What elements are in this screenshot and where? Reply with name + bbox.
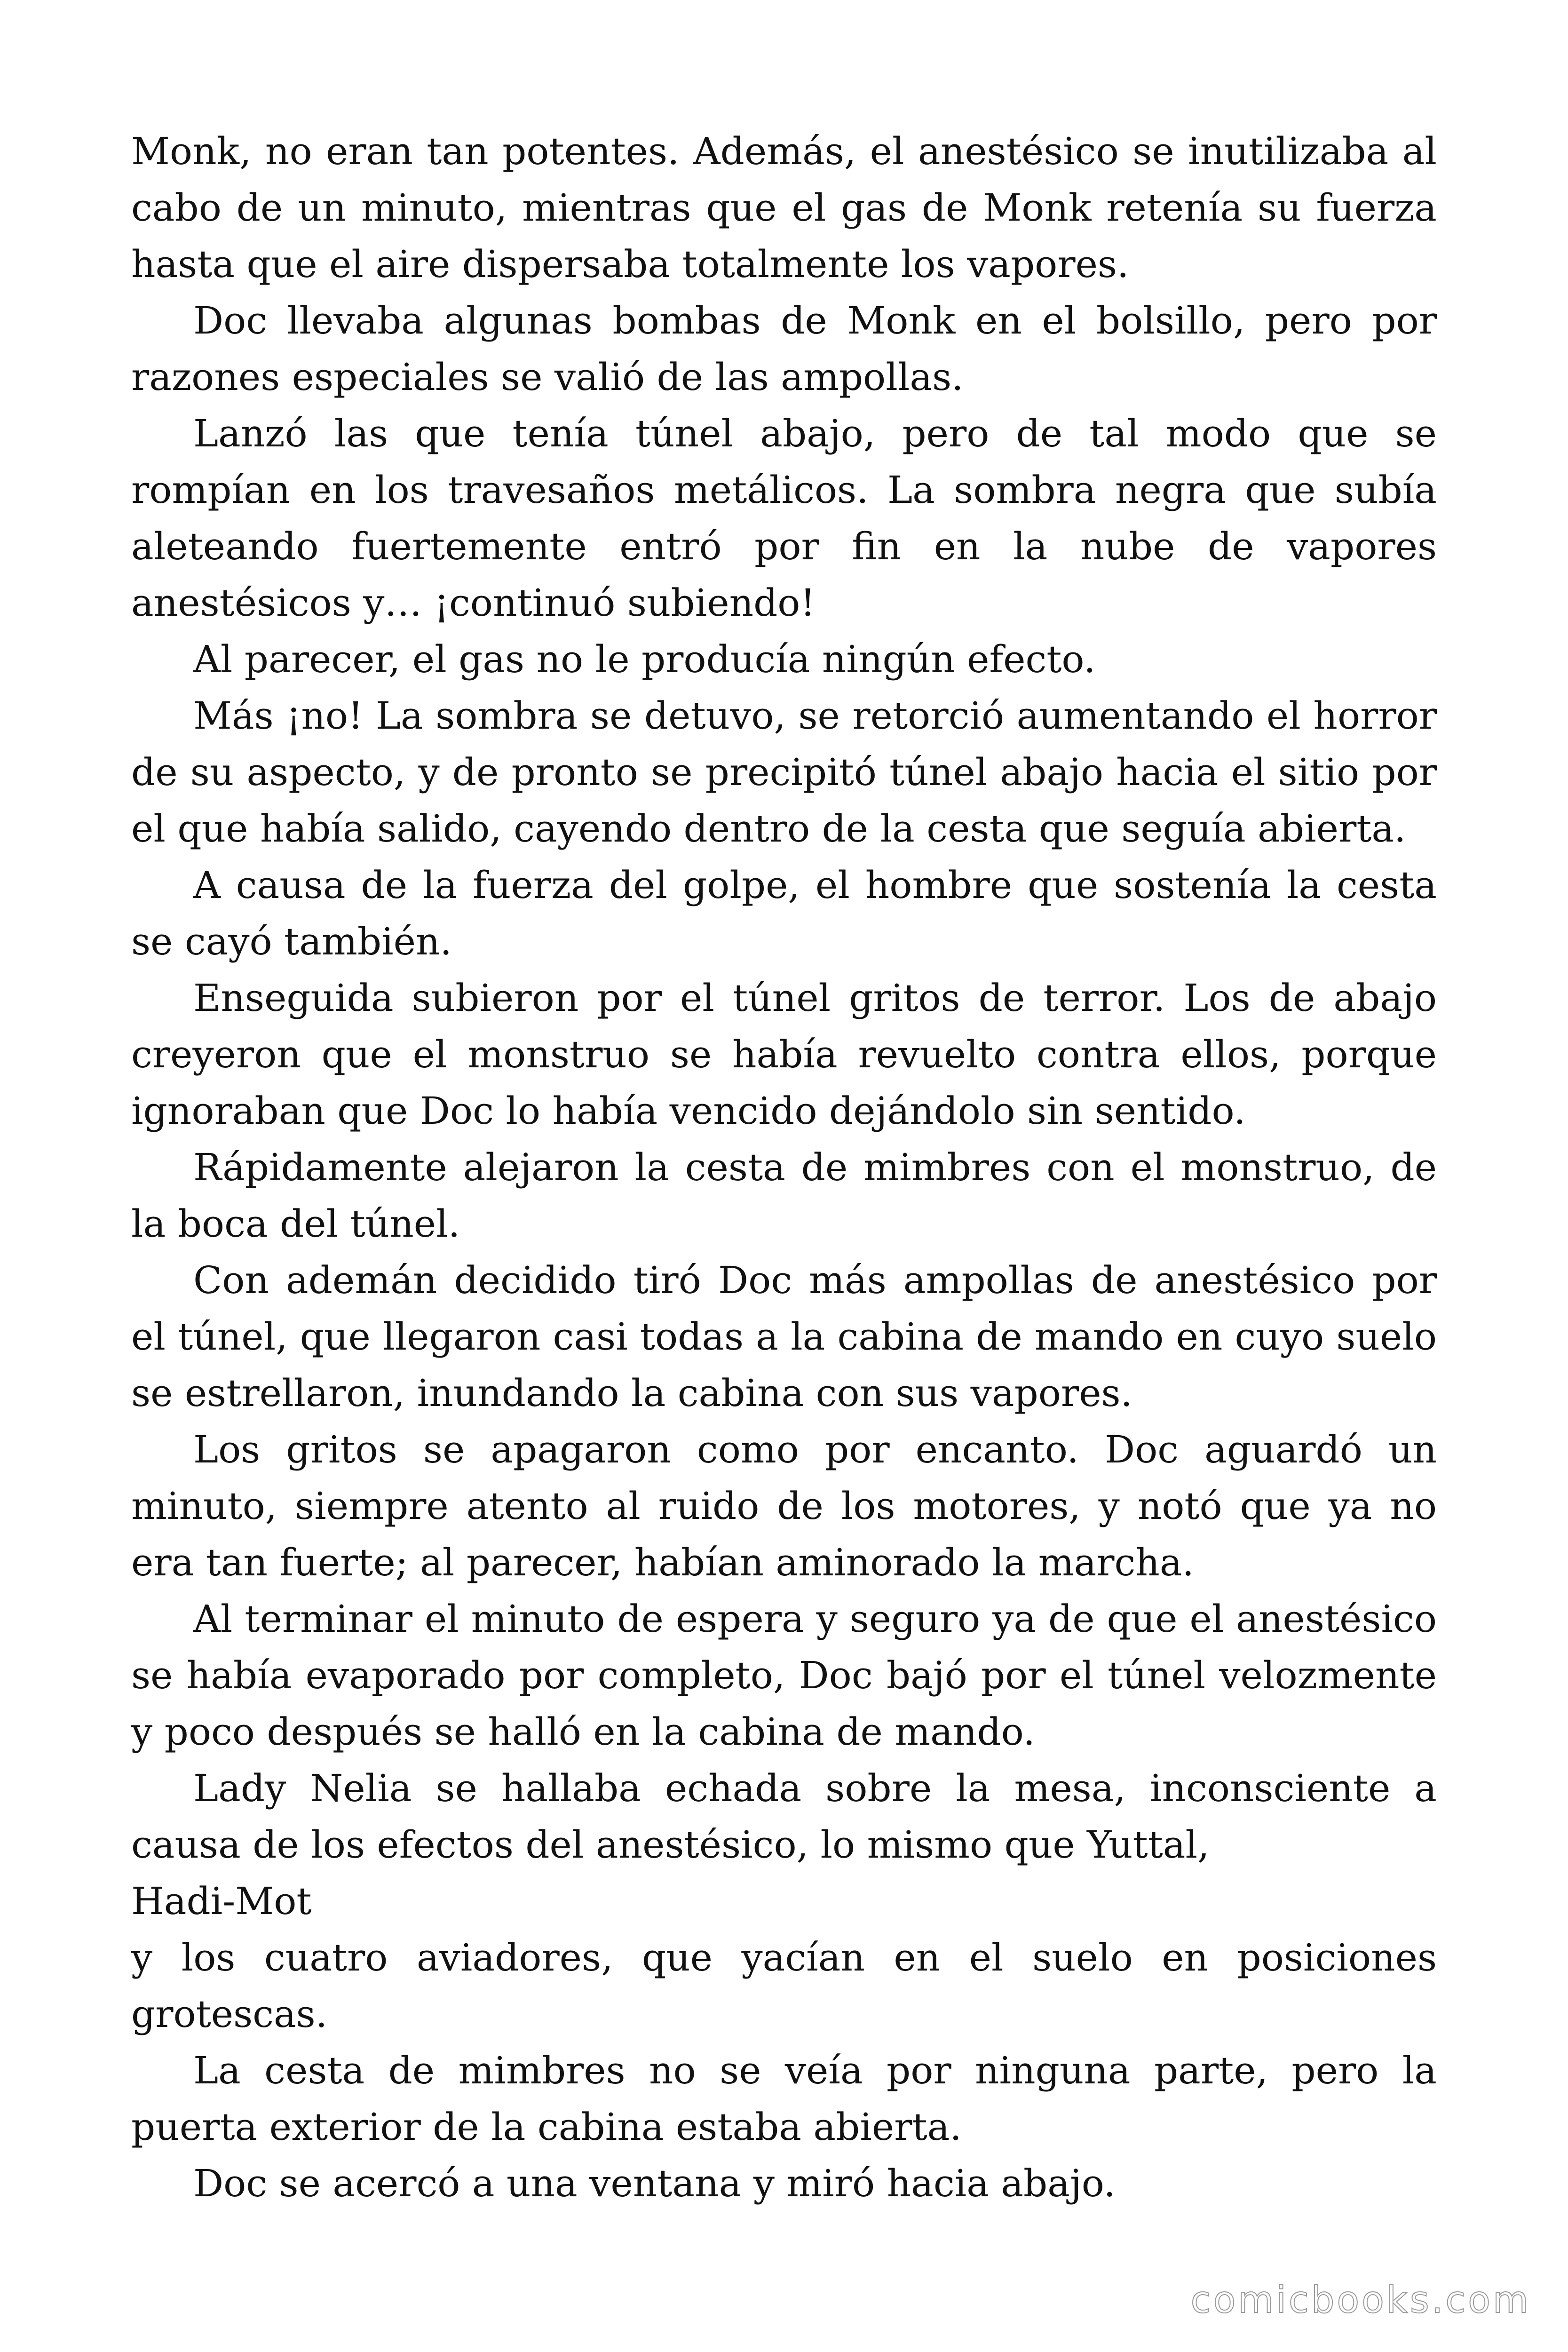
- paragraph: Monk, no eran tan potentes. Además, el anestésico se inutilizaba al cabo de un minuto, mientras que el gas de Monk retenía su fuerza hasta que el aire dispersaba totalmente los vapores.: [131, 129, 1437, 286]
- paragraph: Hadi-Mot: [131, 1879, 312, 1923]
- paragraph: Enseguida subieron por el túnel gritos de terror. Los de abajo creyeron que el monstruo se había revuelto contra ellos, porque ignoraban que Doc lo había vencido dejándolo sin sentido.: [131, 976, 1437, 1133]
- paragraph: y los cuatro aviadores, que yacían en el suelo en posiciones grotescas.: [131, 1936, 1437, 2036]
- paragraph: Doc llevaba algunas bombas de Monk en el bolsillo, pero por razones especiales se valió de las ampollas.: [131, 299, 1437, 399]
- paragraph: Doc se acercó a una ventana y miró hacia abajo.: [193, 2161, 1116, 2205]
- paragraph: Los gritos se apagaron como por encanto. Doc aguardó un minuto, siempre atento al ruido de los motores, y notó que ya no era tan fuerte; al parecer, habían aminorado la marcha.: [131, 1428, 1437, 1584]
- paragraph: A causa de la fuerza del golpe, el hombre que sostenía la cesta se cayó también.: [131, 863, 1437, 963]
- paragraph: Lady Nelia se hallaba echada sobre la mesa, inconsciente a causa de los efectos del anestésico, lo mismo que Yuttal,: [131, 1766, 1437, 1867]
- body-text: [131, 123, 1437, 2212]
- paragraph: Rápidamente alejaron la cesta de mimbres con el monstruo, de la boca del túnel.: [131, 1145, 1437, 1246]
- watermark: comicbooks.com: [1190, 2279, 1531, 2321]
- paragraph: Al terminar el minuto de espera y seguro ya de que el anestésico se había evaporado por completo, Doc bajó por el túnel velozmente y poco después se halló en la cabina de mando.: [131, 1597, 1437, 1754]
- paragraph: Con ademán decidido tiró Doc más ampollas de anestésico por el túnel, que llegaron casi todas a la cabina de mando en cuyo suelo se estrellaron, inundando la cabina con sus vapores.: [131, 1258, 1437, 1415]
- paragraph: La cesta de mimbres no se veía por ninguna parte, pero la puerta exterior de la cabina estaba abierta.: [131, 2049, 1437, 2149]
- paragraph: Al parecer, el gas no le producía ningún efecto.: [193, 637, 1096, 681]
- paragraph: Más ¡no! La sombra se detuvo, se retorció aumentando el horror de su aspecto, y de pronto se precipitó túnel abajo hacia el sitio por el que había salido, cayendo dentro de la cesta que seguía abierta.: [131, 694, 1437, 850]
- paragraph: Lanzó las que tenía túnel abajo, pero de tal modo que se rompían en los travesaños metálicos. La sombra negra que subía aleteando fuertemente entró por fin en la nube de vapores anestésicos y… ¡continuó subiendo!: [131, 412, 1437, 625]
